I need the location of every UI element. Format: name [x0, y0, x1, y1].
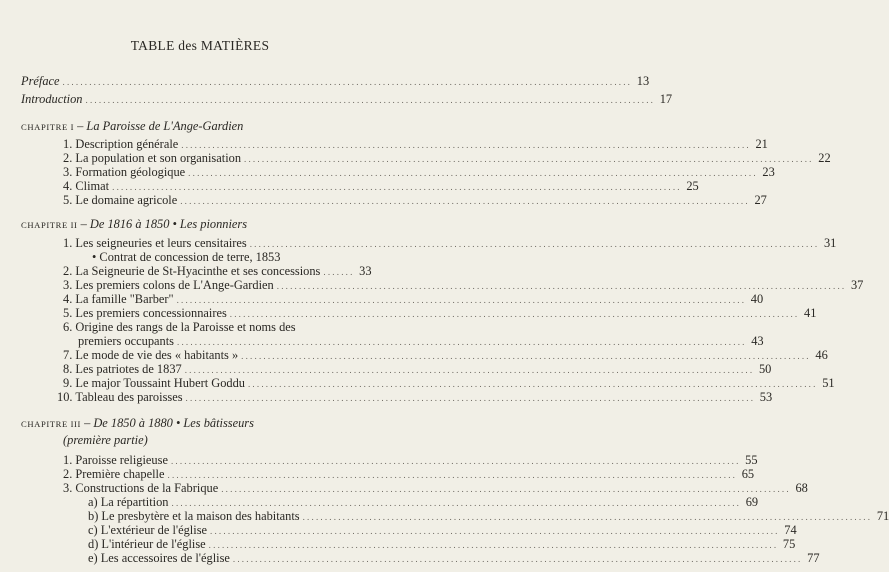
leader-dots: ................................................................................................................................: [188, 168, 758, 178]
entry-page: 69: [745, 495, 759, 509]
toc-subentry: [88, 550, 820, 566]
entry-page: 55: [745, 453, 758, 467]
leader-dots: ................................................................................................................................: [232, 554, 803, 564]
leader-dots: ................................................................................................................................: [247, 379, 818, 389]
entry-page: 25: [686, 179, 699, 193]
leader-dots: ................................................................................................................................: [208, 540, 779, 550]
entry-page: 41: [804, 306, 817, 320]
leader-dots: ................................................................................................................................: [210, 526, 780, 536]
entry-label: Introduction: [21, 92, 83, 106]
leader-dots: ................................................................................................................................: [170, 456, 741, 466]
chapter-subtitle: (première partie): [63, 433, 148, 447]
entry-label: d) L'intérieur de l'église: [88, 537, 206, 551]
leader-dots: ................................................................................................................................: [184, 365, 755, 375]
chapter-heading: [21, 118, 243, 134]
leader-dots: ................................................................................................................................: [244, 154, 814, 164]
leader-dots: ................................................................................................................................: [85, 95, 656, 105]
entry-label: b) Le presbytère et la maison des habitants: [88, 509, 300, 523]
chapter-title: – De 1816 à 1850 • Les pionniers: [80, 217, 248, 231]
leader-dots: ................................................................................................................................: [302, 512, 873, 522]
leader-dots: .......: [323, 267, 355, 277]
leader-dots: ................................................................................................................................: [229, 309, 800, 319]
leader-dots: ................................................................................................................................: [177, 337, 747, 347]
entry-page: 53: [759, 390, 773, 404]
entry-page: 77: [807, 551, 820, 565]
toc-note: • Contrat de concession de terre, 1853: [92, 250, 281, 264]
leader-dots: ................................................................................................................................: [171, 498, 742, 508]
leader-dots: ................................................................................................................................: [167, 470, 738, 480]
entry-page: 65: [741, 467, 755, 481]
chapter-title: – De 1850 à 1880 • Les bâtisseurs: [84, 416, 254, 430]
entry-label: 1. Description générale: [63, 137, 179, 151]
entry-label: 4. La famille "Barber": [63, 292, 174, 306]
entry-label: 5. Les premiers concessionnaires: [63, 306, 227, 320]
entry-page: 27: [754, 193, 767, 207]
toc-entry: [57, 389, 773, 405]
entry-page: 50: [758, 362, 772, 376]
entry-page: 74: [784, 523, 797, 537]
chapter-word: CHAPITRE I: [21, 122, 75, 132]
entry-page: 21: [755, 137, 768, 151]
entry-page: 23: [762, 165, 775, 179]
entry-page: 17: [659, 92, 673, 106]
entry-label: 5. Le domaine agricole: [63, 193, 178, 207]
entry-label: a) La répartition: [88, 495, 169, 509]
toc-entry-preface: [21, 73, 650, 89]
entry-label: premiers occupants: [78, 334, 174, 348]
entry-label: 2. La population et son organisation: [63, 151, 242, 165]
entry-label: 2. Première chapelle: [63, 467, 165, 481]
leader-dots: ................................................................................................................................: [185, 393, 756, 403]
entry-label: 3. Constructions de la Fabrique: [63, 481, 219, 495]
entry-label: 2. La Seigneurie de St-Hyacinthe et ses concessions: [63, 264, 321, 278]
entry-label: 4. Climat: [63, 179, 110, 193]
chapter-title: – La Paroisse de L'Ange-Gardien: [77, 119, 244, 133]
entry-page: 31: [823, 236, 837, 250]
leader-dots: ................................................................................................................................: [241, 351, 811, 361]
leader-dots: ................................................................................................................................: [176, 295, 747, 305]
entry-page: 13: [636, 74, 650, 88]
leader-dots: ................................................................................................................................: [276, 281, 847, 291]
entry-label: 1. Les seigneuries et leurs censitaires: [63, 236, 247, 250]
entry-page: 33: [359, 264, 372, 278]
chapter-word: CHAPITRE III: [21, 419, 81, 429]
entry-page: 46: [815, 348, 828, 362]
entry-label: 10. Tableau des paroisses: [57, 390, 183, 404]
toc-entry: [63, 192, 767, 208]
entry-label: 3. Les premiers colons de L'Ange-Gardien: [63, 278, 274, 292]
leader-dots: ................................................................................................................................: [180, 196, 750, 206]
leader-dots: ................................................................................................................................: [221, 484, 791, 494]
entry-label: 9. Le major Toussaint Hubert Goddu: [63, 376, 245, 390]
entry-page: 40: [750, 292, 764, 306]
chapter-word: CHAPITRE II: [21, 220, 78, 230]
entry-label: 3. Formation géologique: [63, 165, 186, 179]
entry-label: 1. Paroisse religieuse: [63, 453, 168, 467]
entry-page: 22: [818, 151, 831, 165]
entry-page: 68: [795, 481, 808, 495]
toc-entry-label-line: 6. Origine des rangs de la Paroisse et noms des: [63, 320, 296, 334]
entry-label: Préface: [21, 74, 60, 88]
entry-page: 71: [876, 509, 889, 523]
entry-label: 7. Le mode de vie des « habitants »: [63, 348, 239, 362]
leader-dots: ................................................................................................................................: [112, 182, 682, 192]
page-title: TABLE des MATIÈRES: [130, 38, 270, 53]
entry-label: c) L'extérieur de l'église: [88, 523, 208, 537]
entry-page: 43: [751, 334, 764, 348]
entry-label: e) Les accessoires de l'église: [88, 551, 230, 565]
leader-dots: ................................................................................................................................: [249, 239, 820, 249]
entry-page: 51: [822, 376, 835, 390]
chapter-heading: [21, 216, 247, 232]
chapter-heading: [21, 415, 254, 431]
leader-dots: ................................................................................................................................: [62, 77, 633, 87]
leader-dots: ................................................................................................................................: [181, 140, 751, 150]
entry-page: 37: [850, 278, 864, 292]
entry-page: 75: [782, 537, 796, 551]
entry-label: 8. Les patriotes de 1837: [63, 362, 182, 376]
toc-entry-introduction: [21, 91, 673, 107]
